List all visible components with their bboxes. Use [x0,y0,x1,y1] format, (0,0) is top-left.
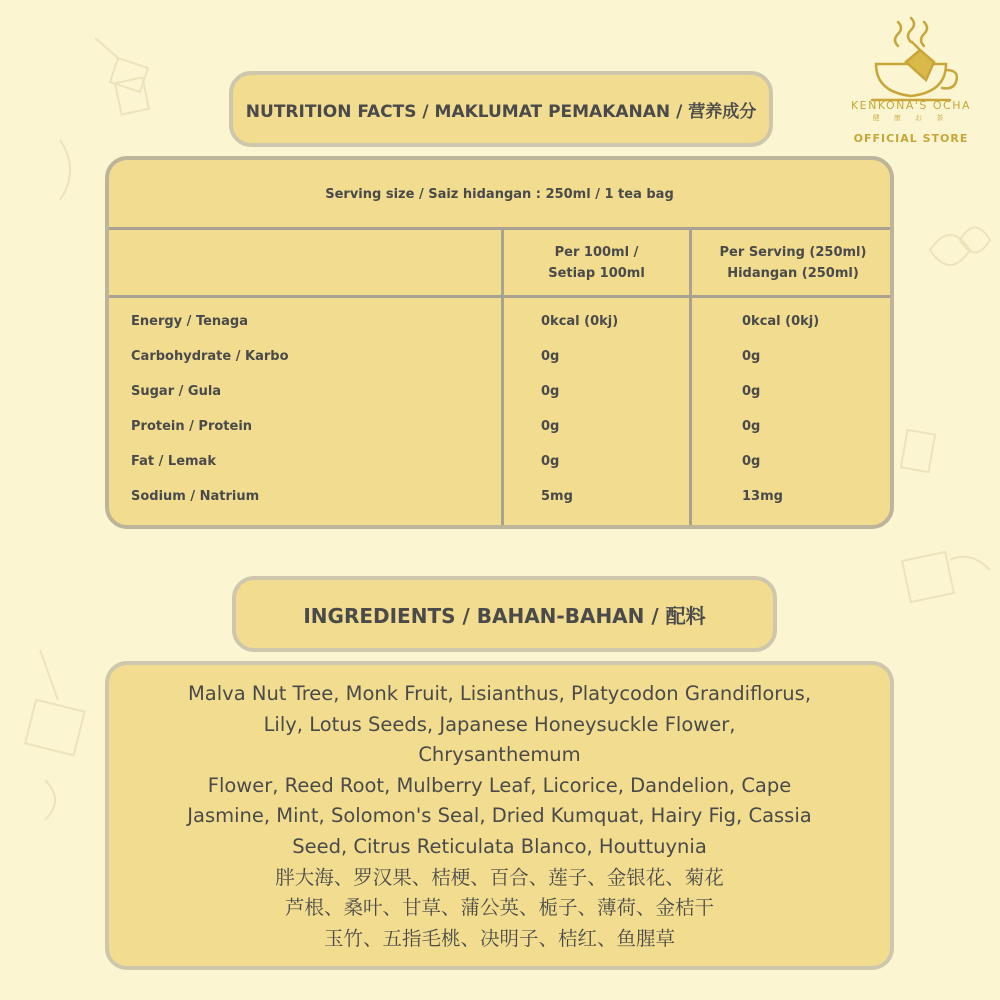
nutrient-name: Protein / Protein [131,419,253,434]
teacup-logo-icon [836,14,986,150]
column-header-line: Per Serving (250ml) [719,245,867,260]
ingredients-line: Seed, Citrus Reticulata Blanco, Houttuynia [292,834,707,858]
ingredients-line: Flower, Reed Root, Mulberry Leaf, Licorice, Dandelion, Cape [207,773,792,797]
ingredients-line: Lily, Lotus Seeds, Japanese Honeysuckle Flower, [263,712,736,736]
table-row [109,482,890,512]
nutrient-per-100ml: 0g [541,349,560,364]
ingredients-line: 玉竹、五指毛桃、决明子、桔红、鱼腥草 [323,926,675,950]
table-row [109,377,890,407]
nutrition-table [105,156,894,529]
table-row [109,447,890,477]
nutrient-per-100ml: 5mg [541,489,573,504]
nutrient-per-serving: 0g [742,349,761,364]
nutrient-per-serving: 0g [742,454,761,469]
ingredients-line: Chrysanthemum [418,743,581,767]
ingredients-line: Malva Nut Tree, Monk Fruit, Lisianthus, Platycodon Grandiflorus, [187,682,812,705]
nutrient-per-serving: 0g [742,384,761,399]
brand-store-label: OFFICIAL STORE [853,132,969,145]
column-header-line: Per 100ml / [554,245,639,260]
nutrient-per-serving: 13mg [742,489,783,504]
nutrient-per-100ml: 0g [541,454,560,469]
ingredients-line: 胖大海、罗汉果、桔梗、百合、莲子、金银花、菊花 [275,865,724,889]
nutrient-per-100ml: 0g [541,419,560,434]
nutrient-per-100ml: 0g [541,384,560,399]
nutrient-per-100ml: 0kcal (0kj) [541,314,619,329]
ingredients-line: Jasmine, Mint, Solomon's Seal, Dried Kumquat, Hairy Fig, Cassia [187,804,812,828]
ingredients-title-text: INGREDIENTS / BAHAN-BAHAN / 配料 [303,603,706,628]
brand-subtitle: 健 康 お 茶 [872,114,950,122]
ingredients-box [105,661,894,970]
table-row [109,307,890,337]
nutrient-name: Fat / Lemak [131,454,216,469]
table-row [109,412,890,442]
nutrient-name: Carbohydrate / Karbo [131,349,289,364]
column-header-per-100ml [504,230,689,296]
ingredients-line: 芦根、桑叶、甘草、蒲公英、栀子、薄荷、金桔干 [284,896,714,920]
nutrient-name: Energy / Tenaga [131,314,249,329]
column-header-line: Setiap 100ml [548,266,645,281]
nutrient-per-serving: 0kcal (0kj) [742,314,820,329]
nutrition-facts-title [229,71,773,147]
ingredients-title [232,576,777,652]
brand-name: KENKONA'S OCHA [850,99,972,112]
nutrient-name: Sodium / Natrium [131,489,260,504]
serving-size: Serving size / Saiz hidangan : 250ml / 1 tea bag [325,186,674,202]
column-header-line: Hidangan (250ml) [727,266,859,281]
nutrient-per-serving: 0g [742,419,761,434]
table-row [109,342,890,372]
nutrition-facts-title-text: NUTRITION FACTS / MAKLUMAT PEMAKANAN / 营养成分 [245,101,757,122]
nutrient-name: Sugar / Gula [131,384,222,399]
column-header-per-serving [692,230,894,296]
